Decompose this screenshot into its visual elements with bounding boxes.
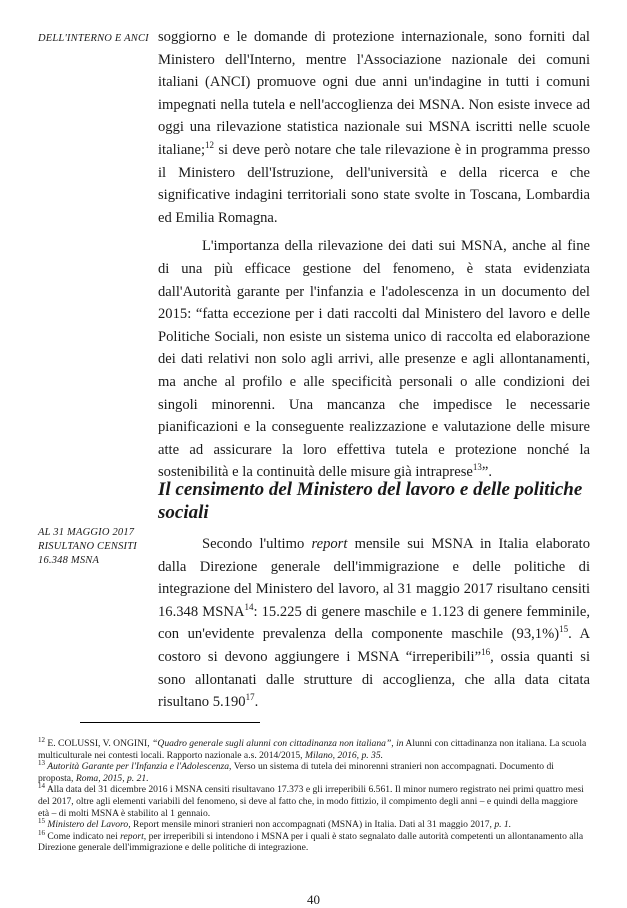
para2-end: ”. bbox=[481, 464, 493, 481]
footnote-15-place: p. 1. bbox=[494, 819, 512, 831]
paragraph-1 bbox=[158, 26, 590, 229]
footnote-ref-15: 15 bbox=[559, 624, 569, 635]
footnotes bbox=[38, 735, 590, 854]
footnote-16-report-word: report bbox=[120, 830, 144, 842]
footnote-16-number: 16 bbox=[38, 828, 45, 837]
main-text-bottom bbox=[158, 533, 590, 714]
footnote-12-author: E. COLUSSI, V. ONGINI, bbox=[45, 738, 153, 749]
para3-text-4: . A costoro si devono aggiungere i MSNA “irreperibili” bbox=[158, 626, 591, 665]
footnote-15-number: 15 bbox=[38, 816, 45, 825]
main-text-top bbox=[158, 26, 590, 484]
footnote-13-text: Verso un sistema di tutela dei minorenni stranieri non accompagnati. Documento di proposta, bbox=[38, 761, 554, 784]
footnote-separator bbox=[80, 722, 260, 723]
paragraph-2 bbox=[158, 235, 590, 484]
footnote-15-org: Ministero del Lavoro, bbox=[45, 819, 131, 831]
para3-text-1: Secondo l'ultimo bbox=[202, 536, 312, 552]
footnote-15-text: Report mensile minori stranieri non accompagnati (MSNA) in Italia. Dati al 31 maggio 2017, bbox=[130, 819, 495, 831]
footnote-ref-16: 16 bbox=[481, 647, 491, 658]
footnote-12-text: Alunni con cittadinanza non italiana. La scuola multiculturale nei contesti locali. Rapporto nazionale a.s. 2014/2015, bbox=[38, 738, 587, 761]
para3-text-2: mensile sui MSNA in Italia elaborato dalla Direzione generale dell'immigrazione e delle politiche di integrazione del Ministero del lavoro, al 31 maggio 2017 risultano censiti 16.348 MSNA bbox=[158, 536, 590, 620]
footnote-15 bbox=[38, 816, 590, 831]
footnote-13-number: 13 bbox=[38, 759, 45, 767]
footnote-14-text: Alla data del 31 dicembre 2016 i MSNA censiti risultavano 17.373 e gli irreperibili 6.561. Il minor numero registrato nei primi quattro mesi del 2017, oltre agli elementi variabili del fenomeno, si deve al fatto che, in modo fittizio, il compimento degli anni – e quindi della maggiore età – di molti MSNA è stabilito al 1 gennaio. bbox=[38, 784, 584, 819]
page-number: 40 bbox=[307, 892, 320, 907]
para1-text-b: si deve però notare che tale rilevazione è in programma presso il Ministero dell'Istruzione, dell'università e della ricerca e che significative indagini territoriali sono state svolte in Toscana, Lombardia ed Emilia Romagna. bbox=[158, 141, 590, 226]
footnote-ref-17: 17 bbox=[245, 692, 255, 703]
para2-text: L'importanza della rilevazione dei dati sui MSNA, anche al fine di una più efficace gestione del fenomeno, è stata evidenziata dall'Autorità garante per l'infanzia e l'adolescenza in un documento del 2015: “fatta eccezione per i dati raccolti dal Ministero del lavoro e delle Politiche Sociali, non esiste un sistema unico di raccolta ed elaborazione dei dati relativi non solo agli arrivi, alle presenze e agli allontanamenti, ma anche al profilo e alle specificità personali o alle condizioni dei singoli minorenni. Una mancanza che impedisce le necessarie pianificazioni e la conseguente realizzazione e valutazione delle misure atte ad assicurare la loro effettiva tutela e protezione nonché la sostenibilità e la continuità delle misure già intraprese bbox=[158, 238, 590, 481]
footnote-13 bbox=[38, 761, 590, 784]
footnote-16 bbox=[38, 828, 590, 854]
footnote-13-org: Autorità Garante per l'Infanzia e l'Adolescenza, bbox=[45, 761, 232, 773]
sidenote-top: DELL'INTERNO E ANCI bbox=[38, 33, 149, 44]
sidenote-bottom: AL 31 MAGGIO 2017 RISULTANO CENSITI 16.348 MSNA bbox=[38, 527, 137, 566]
footnote-ref-13: 13 bbox=[472, 462, 482, 473]
section-heading: Il censimento del Ministero del lavoro e delle politiche sociali bbox=[158, 479, 583, 523]
para3-report-word: report bbox=[311, 536, 348, 552]
para3-text-5: , ossia quanti si sono allontanati dalle strutture di accoglienza, che alla data citata risultano 5.190 bbox=[158, 648, 591, 711]
footnote-13-place: Roma, 2015, p. 21. bbox=[75, 772, 149, 784]
footnote-12-place: Milano, 2016, p. 35. bbox=[304, 749, 384, 761]
footnote-16-text-a: Come indicato nei bbox=[45, 830, 121, 842]
footnote-12 bbox=[38, 735, 590, 761]
footnote-16-text-b: , per irreperibili si intendono i MSNA per i quali è stato segnalato dalle autorità competenti un allontanamento alla Direzione generale dell'immigrazione e delle politiche di integrazione. bbox=[38, 830, 584, 854]
paragraph-3 bbox=[158, 533, 590, 714]
footnote-12-title: “Quadro generale sugli alunni con cittadinanza non italiana”, in bbox=[152, 738, 404, 749]
footnote-ref-14: 14 bbox=[244, 601, 254, 612]
footnote-14-number: 14 bbox=[38, 782, 45, 791]
footnote-ref-12: 12 bbox=[205, 140, 215, 151]
para1-text-a: soggiorno e le domande di protezione internazionale, sono forniti dal Ministero dell'Interno, mentre l'Associazione nazionale dei comuni italiani (ANCI) promuove ogni due anni un'indagine in tutti i comuni impegnati nella tutela e nell'accoglienza dei MSNA. Non esiste invece ad oggi una rilevazione statistica nazionale sui MSNA iscritti nelle scuole italiane; bbox=[158, 29, 590, 158]
para3-text-3: : 15.225 di genere maschile e 1.123 di genere femminile, con un'evidente prevalenza della componente maschile (93,1%) bbox=[158, 603, 591, 643]
para3-text-6: . bbox=[254, 694, 259, 711]
footnote-14 bbox=[38, 784, 590, 819]
footnote-12-number: 12 bbox=[38, 735, 45, 744]
